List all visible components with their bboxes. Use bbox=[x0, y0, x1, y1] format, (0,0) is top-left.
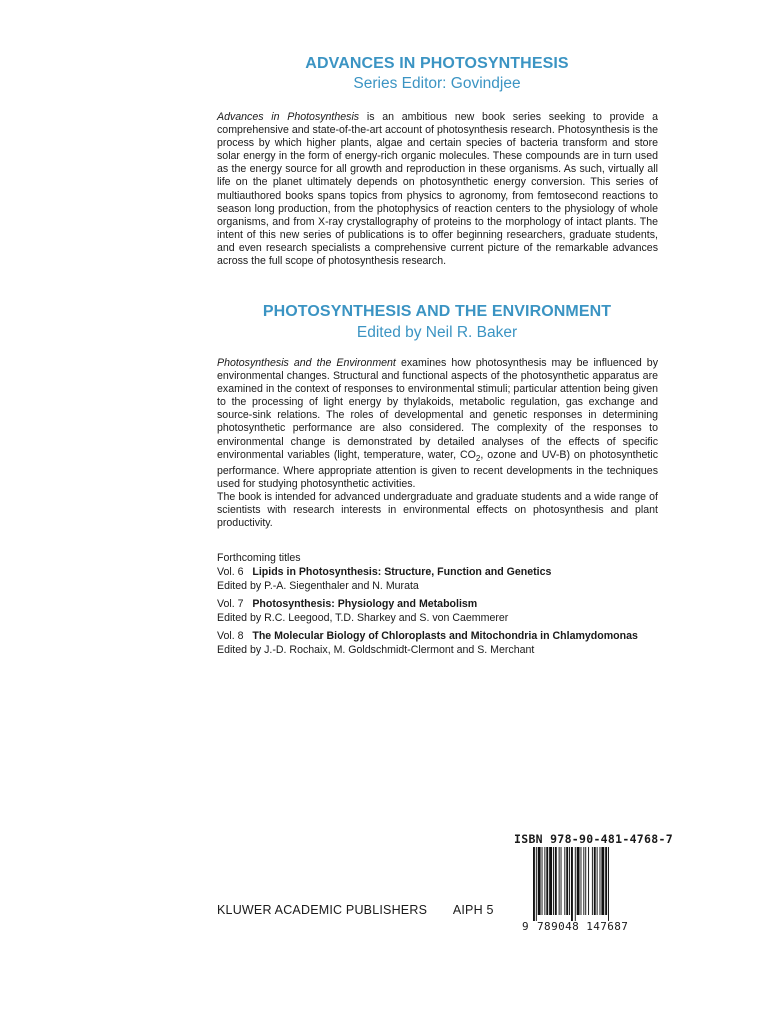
volume-item bbox=[217, 629, 677, 657]
volume-number: Vol. 8 bbox=[217, 630, 244, 642]
volume-number: Vol. 6 bbox=[217, 566, 244, 578]
volume-title: Photosynthesis: Physiology and Metabolism bbox=[252, 598, 478, 610]
barcode-first-digit: 9 bbox=[522, 920, 530, 933]
book-editor: Edited by Neil R. Baker bbox=[356, 324, 518, 341]
co2-subscript: 2 bbox=[475, 453, 481, 463]
forthcoming-heading: Forthcoming titles bbox=[217, 552, 301, 564]
volume-title: Lipids in Photosynthesis: Structure, Function and Genetics bbox=[252, 566, 552, 578]
volume-editors: Edited by P.-A. Siegenthaler and N. Murata bbox=[217, 580, 419, 592]
series-title: ADVANCES IN PHOTOSYNTHESIS bbox=[305, 55, 569, 72]
volume-editors: Edited by R.C. Leegood, T.D. Sharkey and S. von Caemmerer bbox=[217, 612, 509, 624]
series-editor: Series Editor: Govindjee bbox=[353, 75, 521, 92]
book-desc-italic: Photosynthesis and the Environment bbox=[217, 357, 396, 369]
publisher-line bbox=[217, 903, 494, 917]
barcode-number: 789048 147687 bbox=[537, 920, 629, 933]
barcode-image bbox=[533, 847, 639, 921]
book-desc-text-a: examines how photosynthesis may be influenced by environmental changes. Structural and functional aspects of the photosynthetic apparatus are examined in the context of responses to environmental stimuli; particular attention being given to the processing of light energy by thylakoids, metabolic regulation, gas exchange and source-sink relations. The roles of developmental and genetic responses in determining photosynthetic performance are also considered. The complexity of the responses to environmental change is demonstrated by detailed analyses of the effects of specific environmental variables (light, temperature, water, CO bbox=[217, 357, 658, 461]
barcode-digits bbox=[522, 920, 628, 933]
series-blurb-text: is an ambitious new book series seeking to provide a comprehensive and state-of-the-art account of photosynthesis research. Photosynthesis is the process by which higher plants, algae and certain species of bacteria transform and store solar energy in the form of energy-rich organic molecules. These compounds are in turn used as the energy source for all growth and reproduction in these organisms. As such, virtually all life on the planet ultimately depends on photosynthetic energy conversion. This series of multiauthored books spans topics from physics to agronomy, from femtosecond reactions to season long production, from the photophysics of reaction centers to the physiology of whole organisms, and from X-ray crystallography of proteins to the morphology of intact plants. The intent of this new series of publications is to offer beginning researchers, graduate students, and even research specialists a comprehensive current picture of the remarkable advances across the full scope of photosynthesis research. bbox=[217, 111, 658, 268]
book-title: PHOTOSYNTHESIS AND THE ENVIRONMENT bbox=[262, 303, 612, 320]
volume-item bbox=[217, 597, 677, 625]
series-code: AIPH 5 bbox=[452, 903, 494, 917]
volume-item bbox=[217, 565, 677, 593]
volume-editors: Edited by J.-D. Rochaix, M. Goldschmidt-Clermont and S. Merchant bbox=[217, 644, 535, 656]
volume-title: The Molecular Biology of Chloroplasts and Mitochondria in Chlamydomonas bbox=[252, 630, 638, 642]
isbn-label: ISBN 978-90-481-4768-7 bbox=[514, 832, 673, 846]
volume-number: Vol. 7 bbox=[217, 598, 244, 610]
series-blurb bbox=[217, 111, 658, 268]
book-description bbox=[217, 357, 658, 530]
book-desc-text-b: , ozone and UV-B) on photosynthetic performance. Where appropriate attention is given to recent developments in the techniques used for studying photosynthetic activities. bbox=[217, 448, 658, 490]
publisher-name: KLUWER ACADEMIC PUBLISHERS bbox=[217, 903, 428, 917]
series-blurb-italic: Advances in Photosynthesis bbox=[217, 111, 360, 123]
book-audience: The book is intended for advanced undergraduate and graduate students and a wide range of scientists with research interests in environmental effects on photosynthesis and plant productivity. bbox=[217, 491, 658, 530]
forthcoming-list bbox=[217, 551, 677, 661]
